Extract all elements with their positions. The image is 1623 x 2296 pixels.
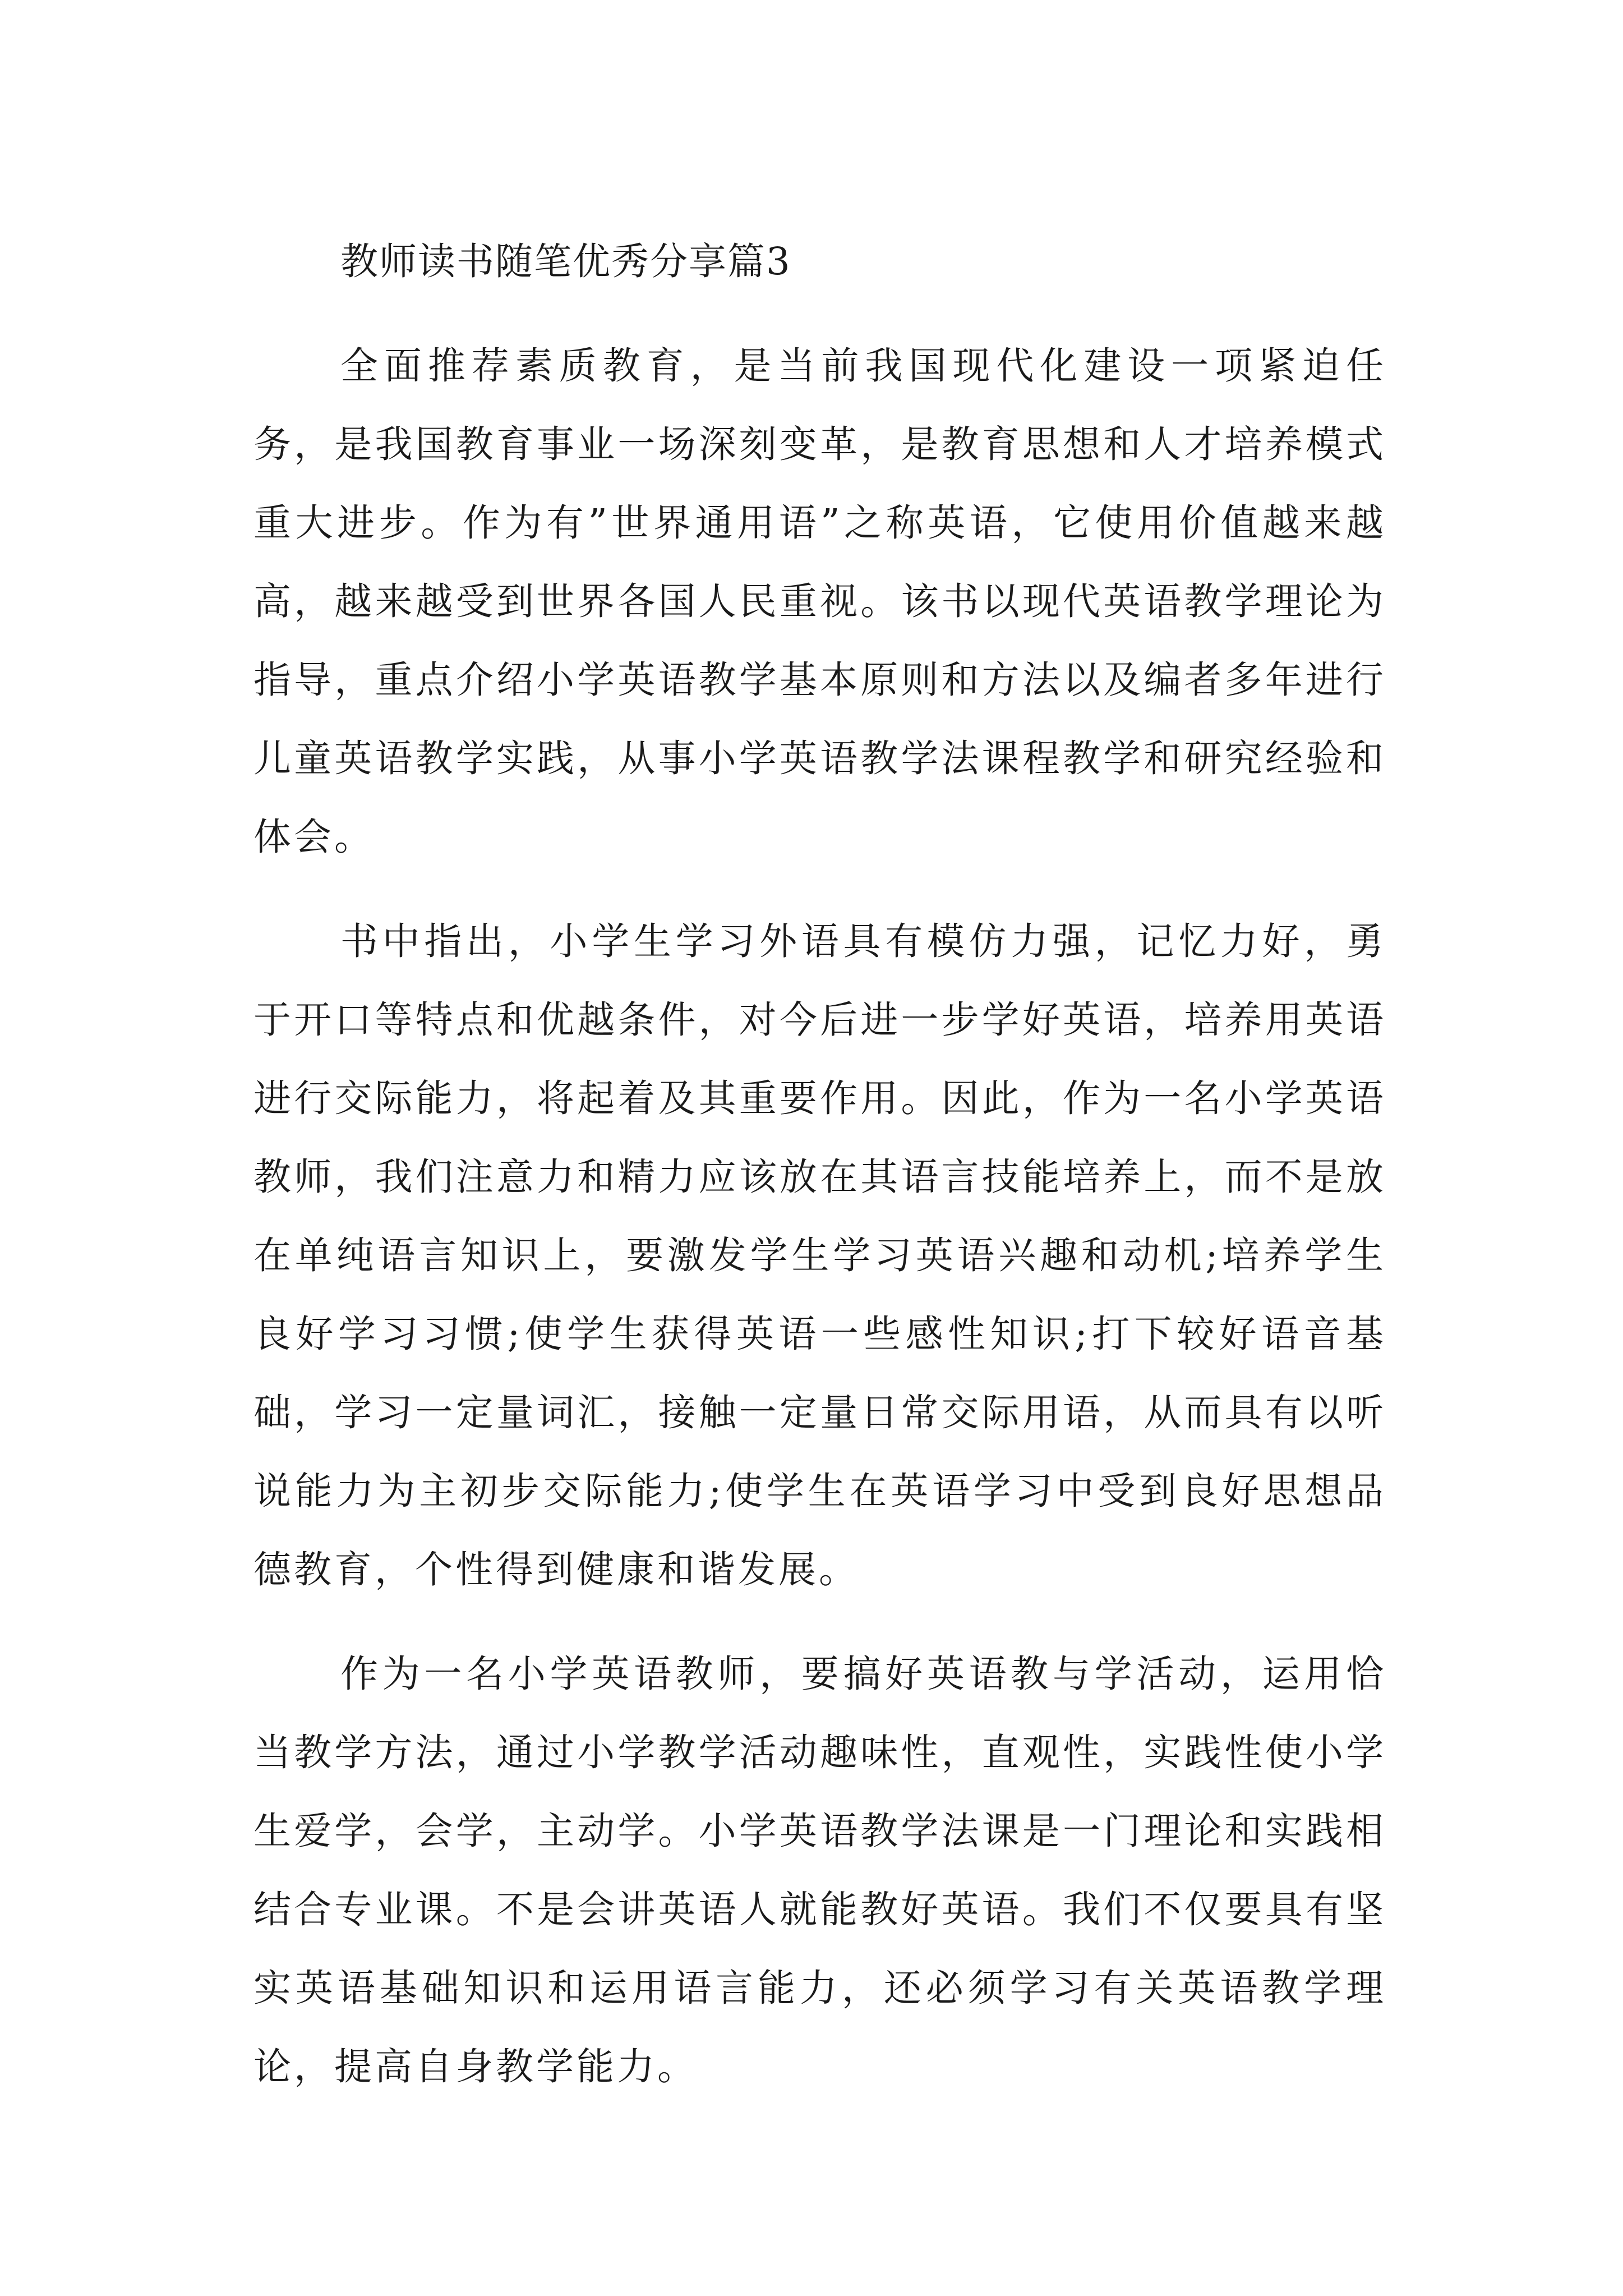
spacer (253, 1609, 1386, 1635)
paragraph-2: 书中指出，小学生学习外语具有模仿力强，记忆力好，勇于开口等特点和优越条件，对今后进一步学好英语，培养用英语进行交际能力，将起着及其重要作用。因此，作为一名小学英语教师，我们注意力和精力应该放在其语言技能培养上，而不是放在单纯语言知识上，要激发学生学习英语兴趣和动机;培养学生良好学习习惯;使学生获得英语一些感性知识;打下较好语音基础，学习一定量词汇，接触一定量日常交际用语，从而具有以听说能力为主初步交际能力;使学生在英语学习中受到良好思想品德教育，个性得到健康和谐发展。 (253, 919, 1386, 1591)
spacer (253, 876, 1386, 902)
paragraph-1: 全面推荐素质教育，是当前我国现代化建设一项紧迫任务，是我国教育事业一场深刻变革，是教育思想和人才培养模式重大进步。作为有”世界通用语”之称英语，它使用价值越来越高，越来越受到世界各国人民重视。该书以现代英语教学理论为指导，重点介绍小学英语教学基本原则和方法以及编者多年进行儿童英语教学实践，从事小学英语教学法课程教学和研究经验和体会。 (253, 344, 1386, 859)
document-body (253, 222, 1386, 2106)
document-title: 教师读书随笔优秀分享篇3 (340, 240, 791, 283)
paragraph-3: 作为一名小学英语教师，要搞好英语教与学活动，运用恰当教学方法，通过小学教学活动趣味性，直观性，实践性使小学生爱学，会学，主动学。小学英语教学法课是一门理论和实践相结合专业课。不是会讲英语人就能教好英语。我们不仅要具有坚实英语基础知识和运用语言能力，还必须学习有关英语教学理论，提高自身教学能力。 (253, 1652, 1386, 2088)
spacer (253, 301, 1386, 326)
